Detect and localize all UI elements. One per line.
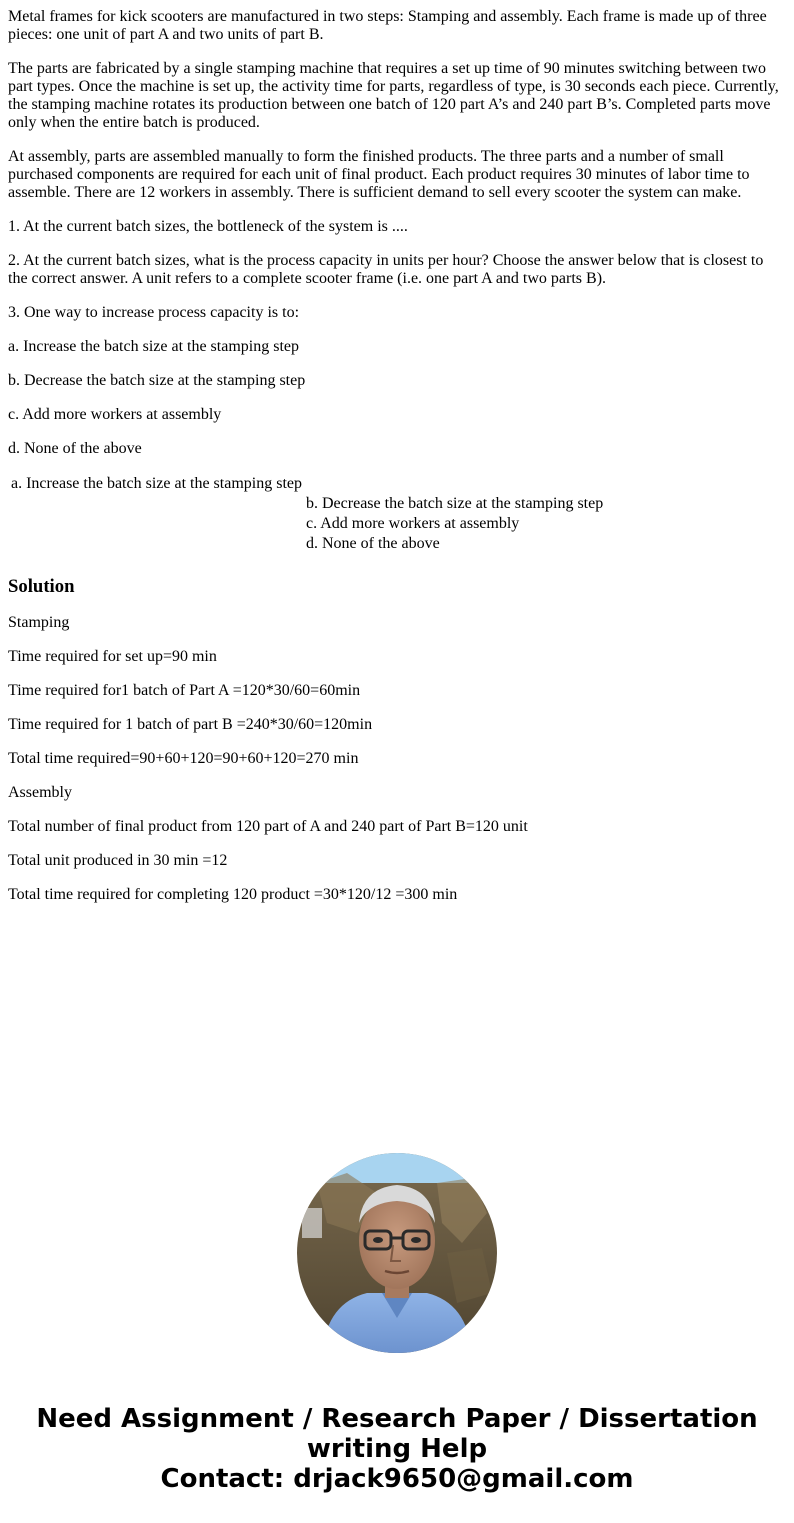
solution-line: Total number of final product from 120 part of A and 240 part of Part B=120 unit — [8, 818, 528, 835]
solution-line: Time required for set up=90 min — [8, 648, 217, 665]
question-paragraph: At assembly, parts are assembled manually to form the finished products. The three parts and a number of small purchased components are required for each unit of final product. Each product requires 30 minutes of labor time to assemble. There are 12 workers in assembly. There is sufficient demand to sell every scooter the system can make. — [8, 148, 750, 201]
question-paragraph: Metal frames for kick scooters are manufactured in two steps: Stamping and assembly. Each frame is made up of three pieces: one unit of part A and two units of part B. — [8, 8, 767, 43]
document-body — [8, 8, 786, 920]
solution-line: Assembly — [8, 784, 72, 801]
solution-line: Total time required=90+60+120=90+60+120=270 min — [8, 750, 359, 767]
solution-line: Total time required for completing 120 product =30*120/12 =300 min — [8, 886, 458, 903]
options-row — [10, 474, 604, 556]
option-c: c. Add more workers at assembly — [8, 406, 222, 423]
option-d: d. None of the above — [8, 440, 142, 457]
solution-line: Time required for1 batch of Part A =120*30/60=60min — [8, 682, 361, 699]
solution-section — [8, 576, 786, 904]
table-option-d: d. None of the above — [306, 535, 440, 552]
table-option-b: b. Decrease the batch size at the stamping step — [306, 495, 604, 512]
options-table — [8, 472, 606, 558]
contact-banner — [0, 1404, 794, 1494]
solution-line: Stamping — [8, 614, 70, 631]
question-item-3: 3. One way to increase process capacity is to: — [8, 304, 300, 321]
question-section — [8, 8, 786, 458]
table-option-a: a. Increase the batch size at the stamping step — [11, 475, 302, 492]
question-item-1: 1. At the current batch sizes, the bottleneck of the system is .... — [8, 218, 408, 235]
cta-line-1: Need Assignment / Research Paper / Dissertation — [36, 1404, 758, 1434]
solution-line: Total unit produced in 30 min =12 — [8, 852, 228, 869]
question-item-2: 2. At the current batch sizes, what is the process capacity in units per hour? Choose the answer below that is closest to the correct answer. A unit refers to a complete scooter frame (i.e. one part A and two parts B). — [8, 252, 764, 287]
options-cell-left — [10, 474, 303, 556]
cta-line-2: writing Help — [306, 1434, 488, 1464]
solution-line: Time required for 1 batch of part B =240*30/60=120min — [8, 716, 373, 733]
table-option-c: c. Add more workers at assembly — [306, 515, 520, 532]
author-avatar — [297, 1153, 497, 1353]
option-a: a. Increase the batch size at the stamping step — [8, 338, 299, 355]
author-photo-icon — [297, 1153, 497, 1353]
options-cell-right — [305, 474, 604, 556]
option-b: b. Decrease the batch size at the stamping step — [8, 372, 306, 389]
question-paragraph: The parts are fabricated by a single stamping machine that requires a set up time of 90 minutes switching between two part types. Once the machine is set up, the activity time for parts, regardless of type, is 30 seconds each piece. Currently, the stamping machine rotates its production between one batch of 120 part A’s and 240 part B’s. Completed parts move only when the entire batch is produced. — [8, 60, 779, 131]
cta-contact-line[interactable]: Contact: drjack9650@gmail.com — [160, 1464, 634, 1494]
solution-heading: Solution — [8, 576, 75, 597]
